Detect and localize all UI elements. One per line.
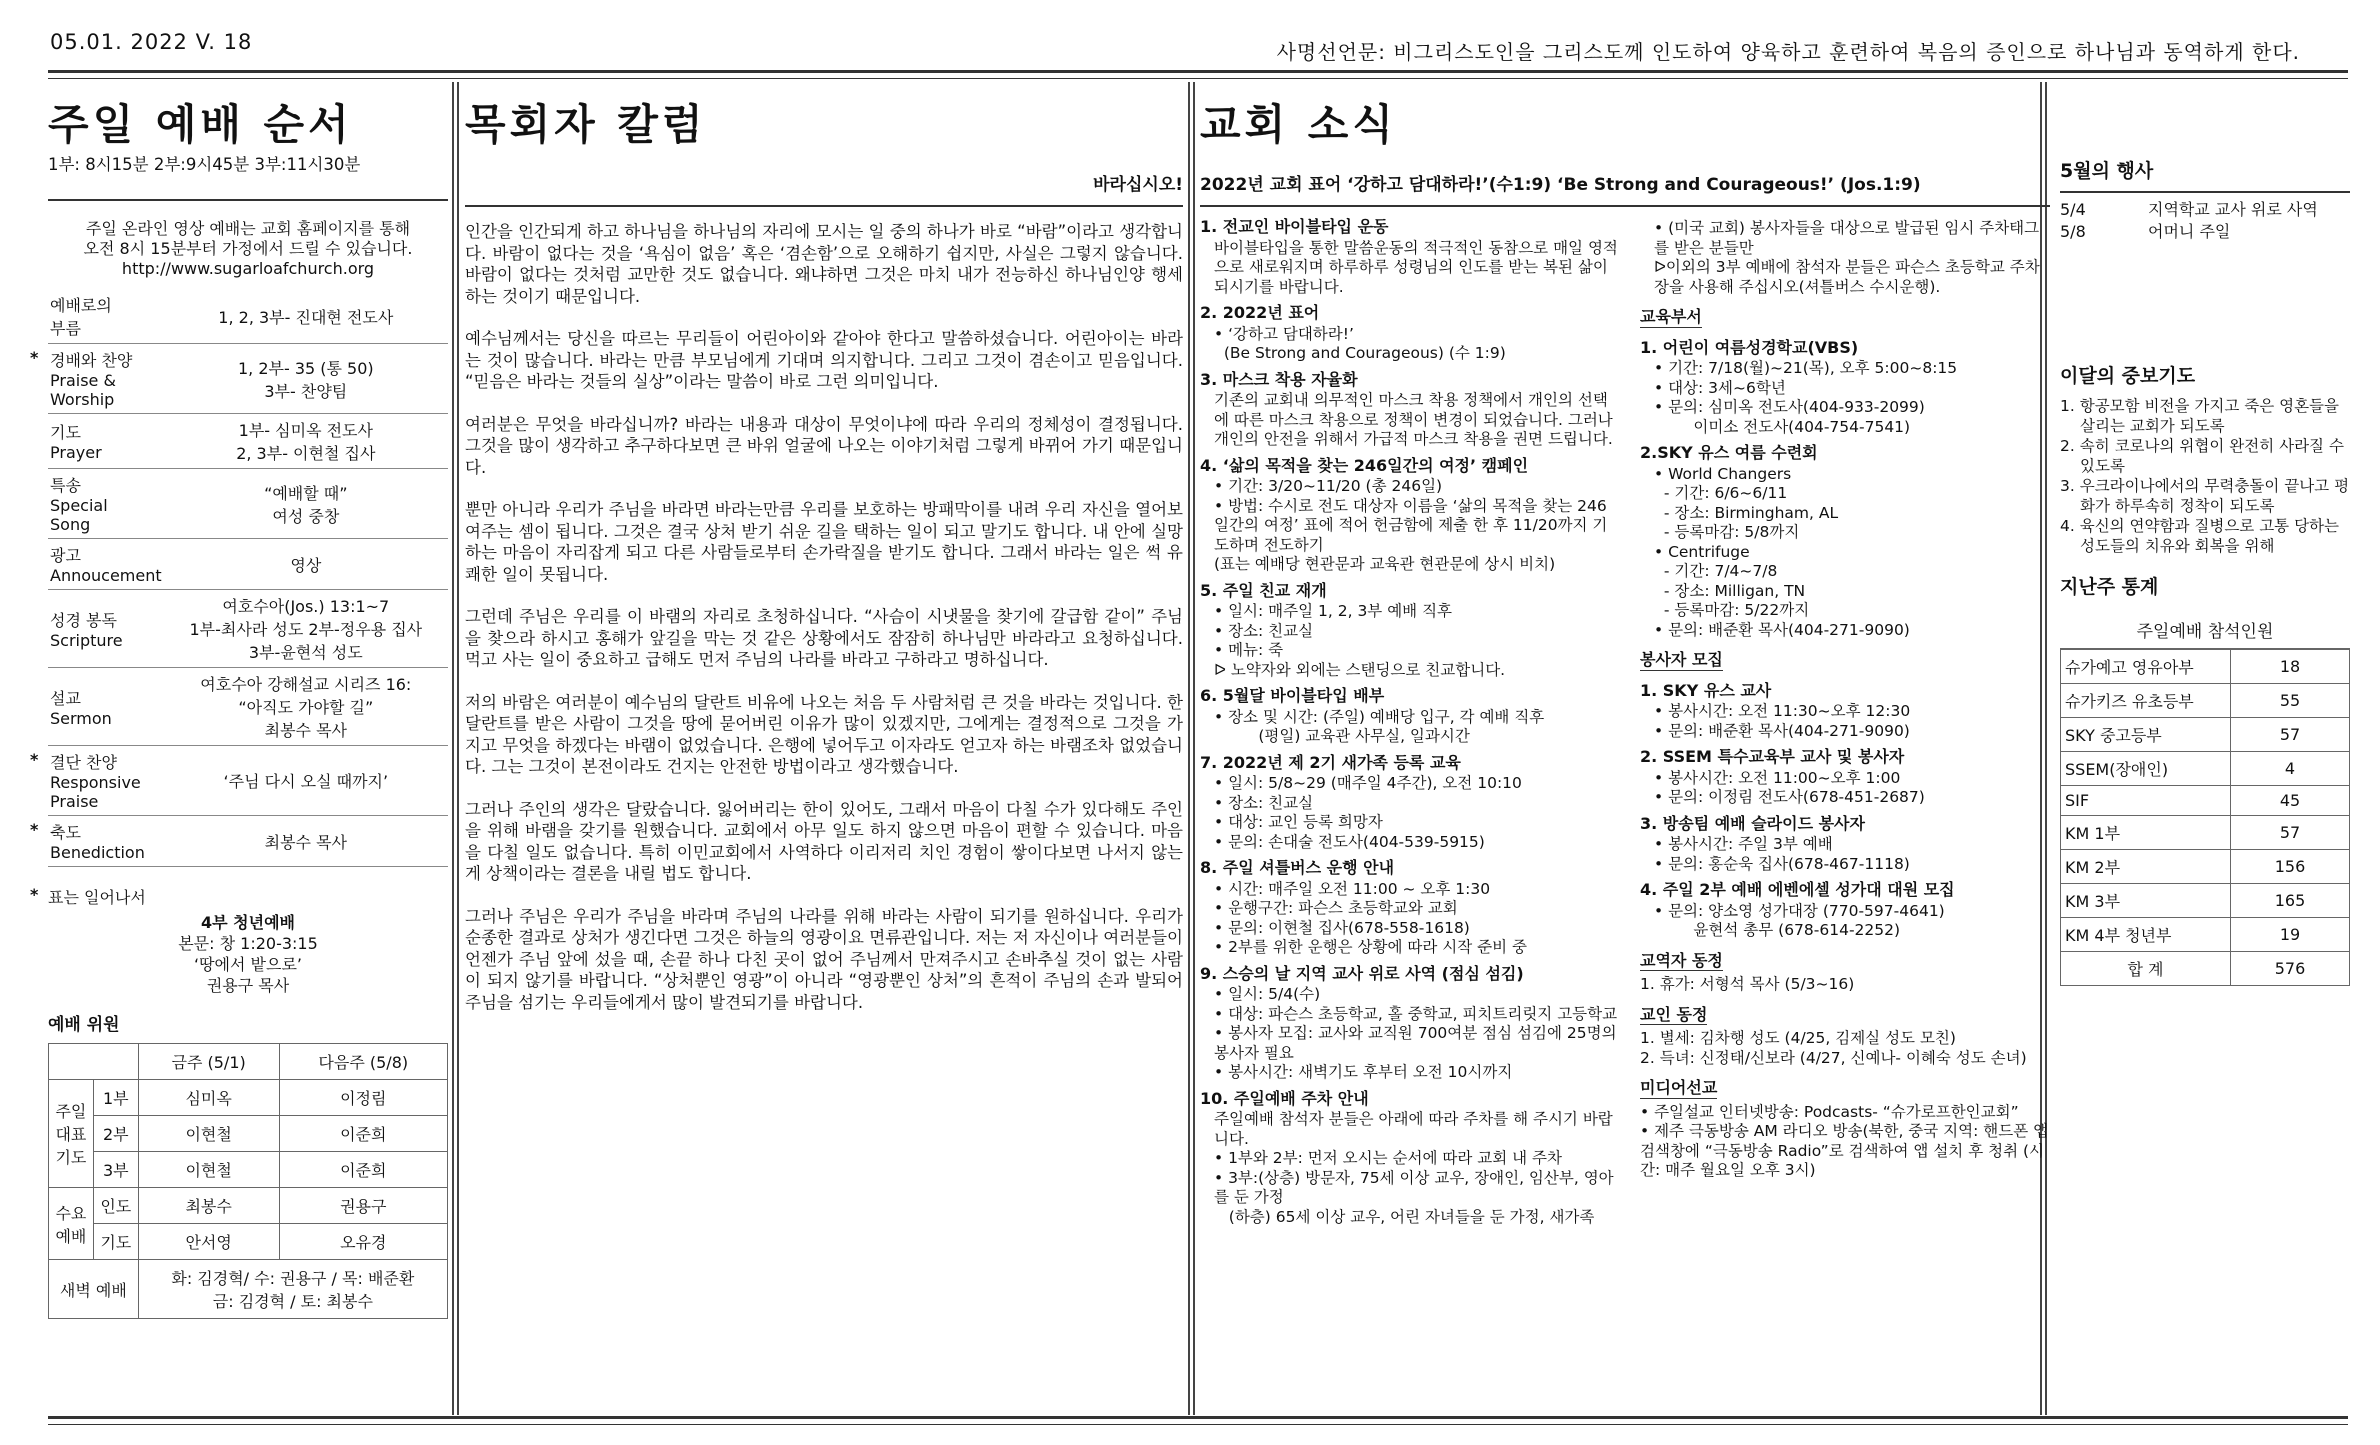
news-line: - 등록마감: 5/8까지 <box>1654 523 1800 541</box>
stats-label: SIF <box>2061 786 2231 816</box>
text-line: 결단 찬양 <box>50 753 117 772</box>
youth-service <box>48 912 448 996</box>
news-line: 이미소 전도사(404-754-7541) <box>1654 417 1911 436</box>
news-line: • 일시: 5/4(수) <box>1214 985 1321 1003</box>
news-line: • 기간: 7/18(월)~21(목), 오후 5:00~8:15 <box>1654 359 1958 377</box>
text-line: Praise <box>50 792 99 811</box>
text-line: “예배할 때” <box>264 483 348 503</box>
stats-label: SSEM(장애인) <box>2061 752 2231 786</box>
stats-value: 55 <box>2231 684 2350 718</box>
staff-group <box>49 1188 94 1260</box>
stand-note <box>30 885 448 908</box>
news-line: • 봉사시간: 오전 11:00~오후 1:00 <box>1654 768 1901 787</box>
news-line: • 장소: 친교실 <box>1214 793 1314 812</box>
news-heading: 4. 주일 2부 예배 에벤에셀 성가대 대원 모집 <box>1640 880 1955 899</box>
news-section-heading: 미디어선교 <box>1640 1078 1718 1097</box>
news-section-heading: 교육부서 <box>1640 307 1702 326</box>
order-row <box>48 590 448 668</box>
text-line: 부름 <box>50 319 81 338</box>
news-heading: 4. ‘삶의 목적을 찾는 246일간의 여정’ 캠페인 <box>1200 455 1529 475</box>
news-line: • 1부와 2부: 먼저 오시는 순서에 따라 교회 내 주차 <box>1214 1149 1562 1167</box>
news-line: • World Changers <box>1654 464 1792 483</box>
news-line: 기존의 교회내 의무적인 마스크 착용 정책에서 개인의 선택에 따른 마스크 착용으로 정책이 변경이 되었습니다. 그러나 개인의 안전을 위해서 가급적 마스크 착용을 권면 드립니다. <box>1214 391 1618 448</box>
staff-table <box>48 1043 448 1319</box>
staff-cell: 이정림 <box>279 1080 447 1116</box>
news-line: • 일시: 5/8~29 (매주일 4주간), 오전 10:10 <box>1214 774 1522 792</box>
text-line: 대표 <box>55 1125 87 1144</box>
staff-cell: 2부 <box>93 1116 138 1152</box>
text-line: 3부-윤현석 성도 <box>248 643 363 662</box>
events-list <box>2060 199 2350 243</box>
news-heading: 5. 주일 친교 재개 <box>1200 580 1327 600</box>
prayer-title: 이달의 중보기도 <box>2060 365 2196 387</box>
event-name: 어머니 주일 <box>2148 222 2231 241</box>
order-label <box>48 289 164 344</box>
stats-row <box>2061 816 2350 850</box>
text-line: “아직도 가야할 길” <box>238 698 374 717</box>
news-line: • 방법: 수시로 전도 대상자 이름을 ‘삶의 목적을 찾는 246일간의 여정’ 표에 적어 헌금함에 제출 한 후 11/20까지 기도하며 전도하기 <box>1214 496 1608 554</box>
news-heading: 3. 마스크 착용 자율화 <box>1200 369 1358 389</box>
text-line: ‘주님 다시 오실 때까지’ <box>223 772 389 791</box>
news-heading: 1. SKY 유스 교사 <box>1640 680 1772 700</box>
staff-cell: 이현철 <box>138 1116 279 1152</box>
pastor-column <box>465 82 1183 1034</box>
staff-cell: 이현철 <box>138 1152 279 1188</box>
stats-label: SKY 중고등부 <box>2061 718 2231 752</box>
news-line: • 메뉴: 죽 <box>1214 641 1284 659</box>
staff-cell: 오유경 <box>279 1224 447 1260</box>
top-rule <box>48 70 2348 73</box>
staff-group <box>49 1080 94 1188</box>
staff-row <box>49 1080 448 1116</box>
staff-row <box>49 1152 448 1188</box>
service-times: 1부: 8시15분 2부:9시45분 3부:11시30분 <box>48 155 361 174</box>
news-section-heading: 교인 동정 <box>1640 1004 1708 1024</box>
stats-value: 18 <box>2231 650 2350 684</box>
order-label <box>30 344 164 414</box>
order-row <box>48 816 448 867</box>
news-line: - 기간: 6/6~6/11 <box>1654 484 1788 502</box>
pastor-column-title: 목회자 칼럼 <box>465 100 707 149</box>
column-divider-2b <box>1193 82 1195 1415</box>
column-paragraph: 그러나 주님은 우리가 주님을 바라며 주님의 나라를 위해 바라는 사람이 되기를 원하십니다. 우리가 순종한 결과로 상처가 생긴다면 그것은 하늘의 영광이요 면류관입니다. 저는 저 자신이나 여러분들이 언젠가 주님 앞에 섰을 때, 손끝 하나 다친 곳이 없어 주님께서 만져주시고 손바추실 것이 없는 사람이 되지 않기를 바랍니다. “상처뿐인 영광”이 아니라 “영광뿐인 상처”의 흔적이 주님의 손과 발되어 주님을 섬기는 우리들에게서 많이 발견되기를 바랍니다. <box>465 906 1183 1012</box>
news-line: • 장소: 친교실 <box>1214 621 1314 640</box>
order-label <box>48 590 164 668</box>
news-line: - 장소: Birmingham, AL <box>1654 503 1839 522</box>
order-label <box>48 414 164 469</box>
stats-value: 57 <box>2231 816 2350 850</box>
staff-title: 예배 위원 <box>48 1015 120 1035</box>
news-line: - 기간: 7/4~7/8 <box>1654 562 1778 580</box>
order-value <box>164 469 448 539</box>
stats-row <box>2061 718 2350 752</box>
news-line: • 대상: 파슨스 초등학교, 홀 중학교, 피치트리릿지 고등학교 <box>1214 1004 1618 1023</box>
text-line: 여성 중창 <box>272 506 340 526</box>
prayer-item: 1. 항공모함 비전을 가지고 죽은 영혼들을 살리는 교회가 되도록 <box>2060 397 2339 435</box>
news-line: • 기간: 3/20~11/20 (총 246일) <box>1214 477 1443 495</box>
news-heading: 2. 2022년 표어 <box>1200 303 1320 322</box>
staff-cell: 이준희 <box>279 1152 447 1188</box>
order-label <box>48 469 164 539</box>
text-line: Prayer <box>50 443 102 462</box>
text-line: 주일 <box>55 1102 87 1121</box>
worship-order-column <box>30 82 448 1319</box>
staff-cell: 심미옥 <box>138 1080 279 1116</box>
bottom-rule <box>48 1416 2348 1419</box>
stats-label: KM 3부 <box>2061 884 2231 918</box>
youth-title: 4부 청년예배 <box>201 913 295 932</box>
news-line: 2. 득녀: 신정태/신보라 (4/27, 신예나- 이혜숙 성도 손녀) <box>1640 1048 2027 1067</box>
text-line: 예배로의 <box>50 296 112 315</box>
news-line: • 봉사자 모집: 교사와 교직원 700여분 점심 섬김에 25명의 봉사자 필요 <box>1214 1024 1622 1062</box>
news-line: • 대상: 교인 등록 희망자 <box>1214 813 1383 831</box>
column-subtitle: 바라십시오! <box>1093 175 1183 195</box>
text-line: 여호수아 강해설교 시리즈 16: <box>200 675 412 694</box>
text-line: 여호수아(Jos.) 13:1~7 <box>222 597 390 616</box>
staff-cell: 이준희 <box>279 1116 447 1152</box>
stats-row <box>2061 884 2350 918</box>
news-heading: 8. 주일 셔틀버스 운행 안내 <box>1200 858 1395 877</box>
news-line: • 봉사시간: 주일 3부 예배 <box>1654 835 1833 853</box>
news-line: • 2부를 위한 운행은 상황에 따라 시작 준비 중 <box>1214 938 1527 956</box>
text-line: Sermon <box>50 708 112 728</box>
bulletin-date: 05.01. 2022 V. 18 <box>50 30 253 54</box>
news-heading: 1. 어린이 여름성경학교(VBS) <box>1640 337 1859 357</box>
news-line: (표는 예배당 현관문과 교육관 현관문에 상시 비치) <box>1214 555 1556 573</box>
event-date: 5/4 <box>2060 200 2086 219</box>
order-label <box>48 668 164 746</box>
news-line: • Centrifuge <box>1654 542 1750 561</box>
text-line: 금: 김경혁 / 토: 최봉수 <box>212 1292 373 1311</box>
text-line: 1, 2부- 35 (통 50) <box>237 358 374 378</box>
text-line: 기도 <box>55 1148 87 1167</box>
text-line: Praise & <box>50 371 116 390</box>
stats-row <box>2061 786 2350 816</box>
news-left <box>1200 211 1620 1227</box>
stats-value: 45 <box>2231 786 2350 816</box>
prayer-item: 4. 육신의 연약함과 질병으로 고통 당하는 성도들의 치유와 회복을 위해 <box>2060 517 2339 555</box>
star-mark: * <box>30 750 39 769</box>
stats-label: KM 4부 청년부 <box>2061 918 2231 952</box>
column-paragraph: 뿐만 아니라 우리가 주님을 바라면 바라는만큼 우리를 보호하는 방패막이를 내려 우리 자신을 열어보여주는 셈이 됩니다. 그것은 결국 상처 받기 쉬운 길을 택하는 일이 되고 말기도 합니다. 내 안에 실망하는 마음이 자리잡게 되고 다른 사람들로부터 손가락질을 받기도 합니다. 그래서 바라는 일은 썩 유쾌한 일이 못됩니다. <box>465 500 1183 584</box>
news-heading: 9. 스승의 날 지역 교사 위로 사역 (점심 섬김) <box>1200 963 1524 983</box>
news-line: • 주일설교 인터넷방송: Podcasts- “슈가로프한인교회” <box>1640 1102 2019 1121</box>
text-line: 최봉수 목사 <box>264 721 347 740</box>
star-mark: * <box>30 820 39 839</box>
text-line: 1부- 심미옥 전도사 <box>238 421 373 440</box>
order-value <box>164 746 448 816</box>
news-heading: 1. 전교인 바이블타입 운동 <box>1200 217 1389 236</box>
stats-label: 슈가예고 영유아부 <box>2061 650 2231 684</box>
text-line: 기도 <box>50 423 81 442</box>
text-line: 화: 김경혁/ 수: 권용구 / 목: 배준환 <box>171 1269 415 1288</box>
news-line: • 문의: 홍순욱 집사(678-467-1118) <box>1654 854 1910 873</box>
text-line: Responsive <box>50 773 141 792</box>
text-line: 특송 <box>50 476 81 495</box>
text-line: 3부- 찬양팀 <box>264 381 348 401</box>
stats-label: 합 계 <box>2061 952 2231 986</box>
news-line: 바이블타입을 통한 말씀운동의 적극적인 동참으로 매일 영적으로 새로워지며 하루하루 성령님의 인도를 받는 복된 삶이 되시기를 바랍니다. <box>1214 238 1618 296</box>
top-rule-thin <box>48 78 2348 79</box>
stats-value: 576 <box>2231 952 2350 986</box>
order-value <box>164 414 448 469</box>
events-title: 5월의 행사 <box>2060 160 2154 182</box>
stats-value: 156 <box>2231 850 2350 884</box>
youth-pastor: 권용구 목사 <box>206 976 290 995</box>
order-row <box>48 746 448 816</box>
news-line: • 봉사시간: 새벽기도 후부터 오전 10시까지 <box>1214 1063 1513 1081</box>
text-line: 영상 <box>290 555 322 575</box>
order-row <box>48 289 448 344</box>
mission-statement: 사명선언문: 비그리스도인을 그리스도께 인도하여 양육하고 훈련하여 복음의 증인으로 하나님과 동역하게 한다. <box>1276 40 2300 64</box>
order-value <box>164 289 448 344</box>
staff-row <box>49 1116 448 1152</box>
text-line: Worship <box>50 390 115 409</box>
text-line: 축도 <box>50 823 81 842</box>
stats-head: 주일예배 참석인원 <box>2060 617 2350 649</box>
news-line: • 문의: 배준환 목사(404-271-9090) <box>1654 620 1910 639</box>
stats-label: KM 2부 <box>2061 850 2231 884</box>
news-line: • 일시: 매주일 1, 2, 3부 예배 직후 <box>1214 602 1453 620</box>
text-line: Scripture <box>50 630 123 650</box>
news-line: - 등록마감: 5/22까지 <box>1654 601 1810 619</box>
event-row <box>2060 199 2350 221</box>
order-label <box>30 816 164 867</box>
stats-row <box>2061 918 2350 952</box>
church-news-column <box>1200 82 2054 1227</box>
stats-value: 57 <box>2231 718 2350 752</box>
column-divider-1 <box>452 82 454 1415</box>
attendance-table <box>2060 649 2350 986</box>
stats-value: 19 <box>2231 918 2350 952</box>
star-mark: * <box>30 348 39 367</box>
staff-cell: 1부 <box>93 1080 138 1116</box>
event-name: 지역학교 교사 위로 사역 <box>2148 200 2318 219</box>
staff-cell: 기도 <box>93 1224 138 1260</box>
dawn-value <box>138 1260 447 1319</box>
youth-sermon: ‘땅에서 밭으로’ <box>194 955 302 974</box>
column-paragraph: 그러나 주인의 생각은 달랐습니다. 잃어버리는 한이 있어도, 그래서 마음이 다칠 수가 있다해도 주인을 위해 바램을 갖기를 원했습니다. 교회에서 아무 일도 하지 않으면 마음이 편할 수 있습니다. 마음을 다칠 일도 없습니다. 특히 이민교회에서 사역하다 이리저리 치인 경험이 쌓이다보면 나서지 않는게 상책이라는 결론을 내릴 법도 합니다. <box>465 799 1183 883</box>
star-mark: * <box>30 885 39 904</box>
news-section-heading: 교역자 동정 <box>1640 950 1723 970</box>
order-row <box>48 344 448 414</box>
news-line: (평일) 교육관 사무실, 일과시간 <box>1214 727 1470 745</box>
order-value <box>164 668 448 746</box>
staff-head-row <box>49 1044 448 1080</box>
online-notice <box>48 219 448 279</box>
news-heading: 2. SSEM 특수교육부 교사 및 봉사자 <box>1640 747 1905 766</box>
order-value <box>164 816 448 867</box>
news-heading: 3. 방송팀 예배 슬라이드 봉사자 <box>1640 813 1865 833</box>
news-heading: 6. 5월달 바이블타입 배부 <box>1200 686 1385 705</box>
text-line: Benediction <box>50 843 145 862</box>
stats-label: KM 1부 <box>2061 816 2231 850</box>
event-date: 5/8 <box>2060 222 2086 241</box>
news-line: ᐅ이외의 3부 예배에 참석자 분들은 파슨스 초등학교 주차장을 사용해 주십시오(셔틀버스 수시운행). <box>1654 258 2040 296</box>
dawn-row <box>49 1260 448 1319</box>
stats-row <box>2061 650 2350 684</box>
news-line: • 3부:(상층) 방문자, 75세 이상 교우, 장애인, 임산부, 영아를 둔 가정 <box>1214 1168 1614 1206</box>
order-label <box>30 746 164 816</box>
prayer-list <box>2060 396 2350 556</box>
stats-row <box>2061 684 2350 718</box>
staff-cell: 안서영 <box>138 1224 279 1260</box>
news-heading: 2.SKY 유스 여름 수련회 <box>1640 443 1818 462</box>
news-line: • (미국 교회) 봉사자들을 대상으로 발급된 임시 주차태그를 받은 분들만 <box>1654 219 2040 257</box>
text-line: Annoucement <box>50 566 162 585</box>
stats-title: 지난주 통계 <box>2060 576 2159 598</box>
stats-row <box>2061 952 2350 986</box>
news-line: 1. 휴가: 서형석 목사 (5/3~16) <box>1640 975 1855 993</box>
youth-text: 본문: 창 1:20-3:15 <box>178 934 318 953</box>
column-divider-2 <box>1188 82 1190 1415</box>
news-line: • 문의: 이정림 전도사(678-451-2687) <box>1654 788 1925 806</box>
column-paragraph: 인간을 인간되게 하고 하나님을 하나님의 자리에 모시는 일 중의 하나가 바로 “바람”이라고 생각합니다. 바람이 없다는 것을 ‘욕심이 없음’ 혹은 ‘겸손함’으로 오해하기 쉽지만, 사실은 그렇지 않습니다. 바람이 없다는 것처럼 교만한 것도 없습니다. 왜냐하면 그것은 마치 내가 전능하신 하나님인양 행세하는 것이기 때문입니다. <box>465 222 1183 306</box>
order-row <box>48 469 448 539</box>
news-heading: 7. 2022년 제 2기 새가족 등록 교육 <box>1200 752 1461 772</box>
news-line: (하층) 65세 이상 교우, 어린 자녀들을 둔 가정, 새가족 <box>1214 1207 1595 1226</box>
bottom-rule-thin <box>48 1424 2348 1425</box>
worship-order-table <box>30 289 448 867</box>
news-line: • 봉사시간: 오전 11:30~오후 12:30 <box>1654 702 1911 720</box>
column-body <box>465 221 1183 1013</box>
stats-value: 4 <box>2231 752 2350 786</box>
church-motto: 2022년 교회 표어 ‘강하고 담대하라!’(수1:9) ‘Be Strong and Courageous!’ (Jos.1:9) <box>1200 175 1921 195</box>
text-line: 1, 2, 3부- 진대현 전도사 <box>218 307 394 327</box>
text-line: Song <box>50 515 91 534</box>
worship-order-title: 주일 예배 순서 <box>48 100 353 149</box>
column-paragraph: 저의 바람은 여러분이 예수님의 달란트 비유에 나오는 처음 두 사람처럼 큰 것을 바라는 것입니다. 한 달란트를 받은 사람이 그것을 땅에 묻어버린 이유가 많이 있겠지만, 그에게는 결정적으로 그것을 가지고 무엇을 하겠다는 바램이 없었습니다. 은행에 넣어두고 이자라도 얻고자 하는 바램조차 없었습니다. 그는 그것이 본전이라도 건지는 안전한 방법이라고 생각했습니다. <box>465 692 1183 776</box>
column-divider-1b <box>457 82 459 1415</box>
dawn-label: 새벽 예배 <box>49 1260 139 1319</box>
text-line: 예배 <box>55 1226 87 1246</box>
news-line: ᐅ 노약자와 외에는 스탠딩으로 친교합니다. <box>1214 660 1506 679</box>
prayer-item: 3. 우크라이나에서의 무력충돌이 끝나고 평화가 하루속히 정착이 되도록 <box>2060 477 2350 515</box>
stats-row <box>2061 752 2350 786</box>
online-line: 오전 8시 15분부터 가정에서 드릴 수 있습니다. <box>83 239 413 258</box>
sidebar-column <box>2060 82 2350 986</box>
order-row <box>48 539 448 590</box>
news-line: • 시간: 매주일 오전 11:00 ~ 오후 1:30 <box>1214 879 1491 898</box>
news-line: • 문의: 손대술 전도사(404-539-5915) <box>1214 832 1485 851</box>
news-line: • 문의: 이현철 집사(678-558-1618) <box>1214 918 1470 937</box>
column-paragraph: 여러분은 무엇을 바라십니까? 바라는 내용과 대상이 무엇이냐에 따라 우리의 정체성이 결정됩니다. 그것을 많이 생각하고 추구하다보면 큰 바위 얼굴에 나오는 이야기처럼 그렇게 바뀌어 가기 때문입니다. <box>465 414 1183 477</box>
prayer-item: 2. 속히 코로나의 위협이 완전히 사라질 수 있도록 <box>2060 437 2344 475</box>
news-section-heading: 봉사자 모집 <box>1640 650 1723 669</box>
news-line: • 장소 및 시간: (주일) 예배당 입구, 각 예배 직후 <box>1214 707 1545 726</box>
text-line: 경배와 찬양 <box>50 351 133 370</box>
stand-note-text: 표는 일어나서 <box>48 888 146 907</box>
news-line: • 문의: 배준환 목사(404-271-9090) <box>1654 721 1910 740</box>
text-line: 1부-최사라 성도 2부-정우용 집사 <box>189 620 423 639</box>
church-url: http://www.sugarloafchurch.org <box>121 259 375 278</box>
stats-label: 슈가키즈 유초등부 <box>2061 684 2231 718</box>
stats-value: 165 <box>2231 884 2350 918</box>
staff-head: 금주 (5/1) <box>138 1044 279 1080</box>
text-line: Special <box>50 496 108 515</box>
news-line: 윤현석 총무 (678-614-2252) <box>1654 921 1901 939</box>
staff-cell: 권용구 <box>279 1188 447 1224</box>
order-value <box>164 590 448 668</box>
order-value <box>164 344 448 414</box>
order-label <box>48 539 164 590</box>
staff-row <box>49 1224 448 1260</box>
text-line: 성경 봉독 <box>50 610 117 630</box>
staff-cell: 3부 <box>93 1152 138 1188</box>
staff-row <box>49 1188 448 1224</box>
text-line: 광고 <box>50 546 81 565</box>
staff-cell: 최봉수 <box>138 1188 279 1224</box>
staff-cell: 인도 <box>93 1188 138 1224</box>
staff-head: 다음주 (5/8) <box>279 1044 447 1080</box>
news-line: • 문의: 심미옥 전도사(404-933-2099) <box>1654 398 1925 416</box>
event-row <box>2060 221 2350 243</box>
order-row <box>48 414 448 469</box>
order-row <box>48 668 448 746</box>
text-line: 수요 <box>55 1203 87 1223</box>
stats-row <box>2061 850 2350 884</box>
church-news-title: 교회 소식 <box>1200 100 1397 149</box>
text-line: 최봉수 목사 <box>264 832 347 852</box>
news-line: • 운행구간: 파슨스 초등학교와 교회 <box>1214 899 1458 917</box>
online-line: 주일 온라인 영상 예배는 교회 홈페이지를 통해 <box>85 219 411 238</box>
news-line: - 장소: Milligan, TN <box>1654 581 1806 600</box>
news-line: • 대상: 3세~6학년 <box>1654 378 1786 397</box>
staff-corner <box>49 1044 139 1080</box>
news-right <box>1640 211 2054 1227</box>
news-line: (Be Strong and Courageous) (수 1:9) <box>1214 344 1506 362</box>
news-line: • 제주 극동방송 AM 라디오 방송(북한, 중국 지역: 핸드폰 앱 검색창에 “극동방송 Radio”로 검색하여 앱 설치 후 청취 (시간: 매주 월요일 오후 3시) <box>1640 1122 2054 1179</box>
text-line: 2, 3부- 이현철 집사 <box>236 444 376 463</box>
news-line: • 문의: 양소영 성가대장 (770-597-4641) <box>1654 901 1945 920</box>
news-line: 1. 별세: 김차행 성도 (4/25, 김제실 성도 모친) <box>1640 1029 1956 1047</box>
order-value <box>164 539 448 590</box>
column-paragraph: 그런데 주님은 우리를 이 바램의 자리로 초청하십니다. “사슴이 시냇물을 찾기에 갈급함 같이” 주님을 찾으라 하시고 홍해가 앞길을 막는 것 같은 상황에서도 잠잠히 하나님만 바라라고 요청하십니다. 먹고 사는 일이 중요하고 급해도 먼저 주님의 나라를 바라고 구하라고 명하십니다. <box>465 607 1183 669</box>
news-line: • ‘강하고 담대하라!’ <box>1214 324 1354 343</box>
text-line: 설교 <box>50 688 81 708</box>
news-line: 주일예배 참석자 분들은 아래에 따라 주차를 해 주시기 바랍니다. <box>1214 1110 1613 1148</box>
news-heading: 10. 주일예배 주차 안내 <box>1200 1088 1369 1108</box>
column-paragraph: 예수님께서는 당신을 따르는 무리들이 어린아이와 같아야 한다고 말씀하셨습니다. 어린아이는 바라는 것이 많습니다. 바라는 만큼 부모님에게 기대며 의지합니다. 그리고 그것이 겸손이고 믿음입니다. “믿음은 바라는 것들의 실상”이라는 말씀이 바로 그런 의미입니다. <box>465 329 1183 391</box>
